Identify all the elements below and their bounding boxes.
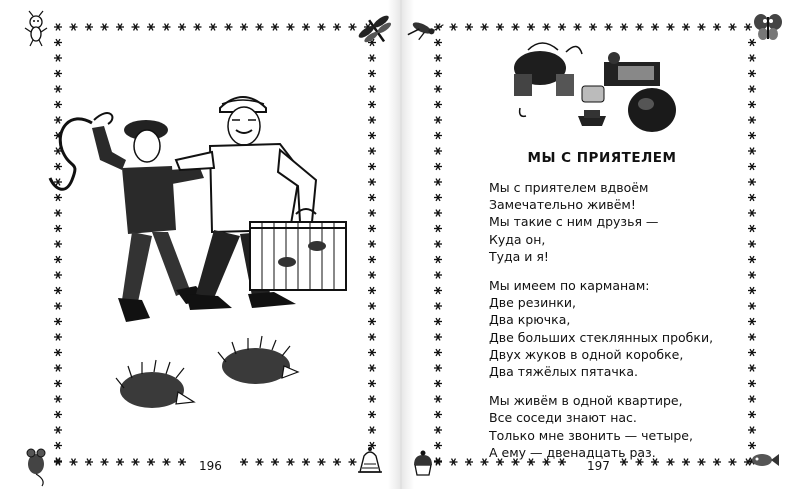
left-page-number: 196 [196, 459, 225, 473]
poem-line: Два крючка, [489, 312, 571, 328]
poem-title: МЫ С ПРИЯТЕЛЕМ [527, 150, 677, 166]
poem-line: Мы с приятелем вдвоём [489, 180, 649, 195]
poem-line: Только мне звонить — четыре, [489, 427, 693, 443]
pocket-items-still-life [514, 43, 676, 132]
poem-line: Два тяжёлых пятачка. [489, 364, 638, 380]
poem-line: Две резинки, [489, 295, 577, 311]
poem-line: Мы такие с ним друзья — [489, 214, 659, 230]
poem-line: Куда он, [489, 231, 546, 247]
right-page-number: 197 [584, 459, 613, 473]
poem-stanza-2 [489, 277, 773, 380]
poem-line: Двух жуков в одной коробке, [489, 346, 684, 362]
poem-line: Все соседи знают нас. [489, 410, 637, 426]
poem-line: Две больших стеклянных пробки, [489, 329, 714, 345]
poem-stanza-3 [489, 392, 773, 461]
poem-line: Туда и я! [489, 248, 549, 264]
poem-line: А ему — двенадцать раз. [489, 444, 656, 460]
poem-line: Мы имеем по карманам: [489, 278, 650, 294]
poem-line: Мы живём в одной квартире, [489, 393, 683, 409]
poem [483, 150, 773, 473]
poem-line: Замечательно живём! [489, 197, 636, 213]
poem-stanza-1 [489, 179, 773, 265]
